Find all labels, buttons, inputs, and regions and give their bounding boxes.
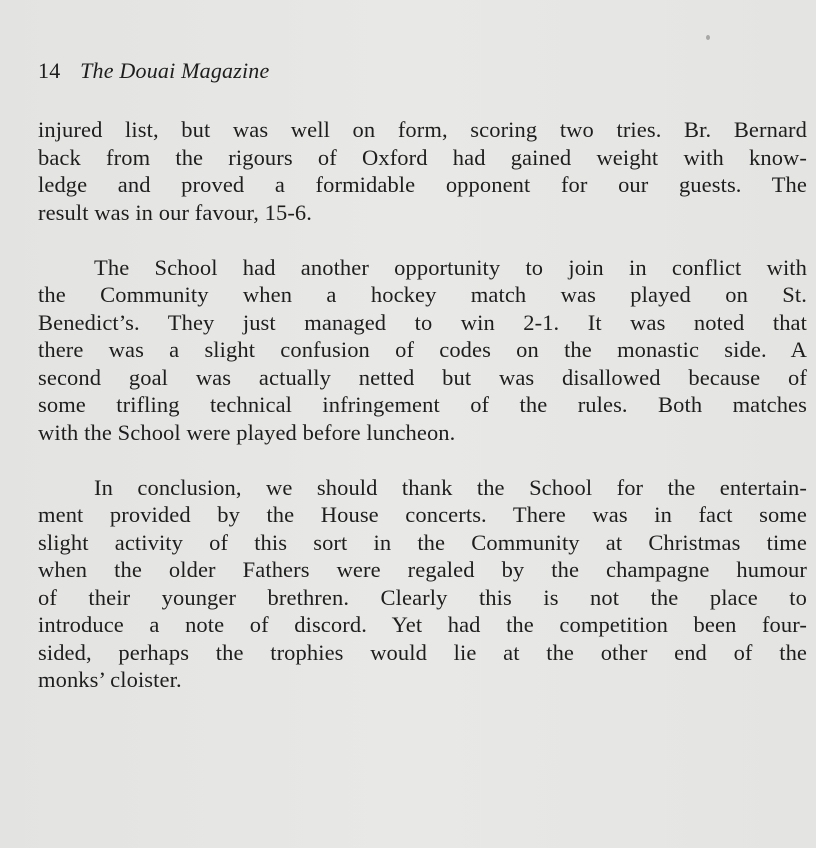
text-line: the Community when a hockey match was played on St. <box>38 282 807 307</box>
text-line: of their younger brethren. Clearly this is not the place to <box>38 584 807 610</box>
text-line: injured list, but was well on form, scoring two tries. Br. Bernard <box>38 117 807 142</box>
paper-speck <box>706 35 710 40</box>
text-line: The School had another opportunity to join in conflict with <box>94 254 807 280</box>
text-line: some trifling technical infringement of the rules. Both matches <box>38 392 807 417</box>
text-line: Benedict’s. They just managed to win 2-1. It was noted that <box>38 309 807 335</box>
text-line: ledge and proved a formidable opponent for our guests. The <box>38 172 807 197</box>
text-line: slight activity of this sort in the Community at Christmas time <box>38 529 807 555</box>
text-line: back from the rigours of Oxford had gained weight with know- <box>38 144 807 170</box>
text-line: with the School were played before luncheon. <box>38 419 456 445</box>
text-line: sided, perhaps the trophies would lie at the other end of the <box>38 639 807 665</box>
publication-title: The Douai Magazine <box>80 58 270 83</box>
text-line: monks’ cloister. <box>38 667 182 692</box>
text-line: when the older Fathers were regaled by the champagne humour <box>38 557 807 582</box>
text-line: result was in our favour, 15-6. <box>38 199 313 225</box>
paragraph-3 <box>38 474 807 694</box>
paragraph-2 <box>38 254 807 447</box>
text-line: there was a slight confusion of codes on the monastic side. A <box>38 337 807 362</box>
text-line: introduce a note of discord. Yet had the competition been four- <box>38 612 807 637</box>
page-header <box>38 58 269 84</box>
text-line: second goal was actually netted but was disallowed because of <box>38 364 807 390</box>
text-line: In conclusion, we should thank the School for the entertain- <box>94 474 807 500</box>
text-line: ment provided by the House concerts. There was in fact some <box>38 502 807 527</box>
paragraph-1 <box>38 116 807 226</box>
page-number: 14 <box>38 58 61 83</box>
article-body <box>38 116 807 694</box>
